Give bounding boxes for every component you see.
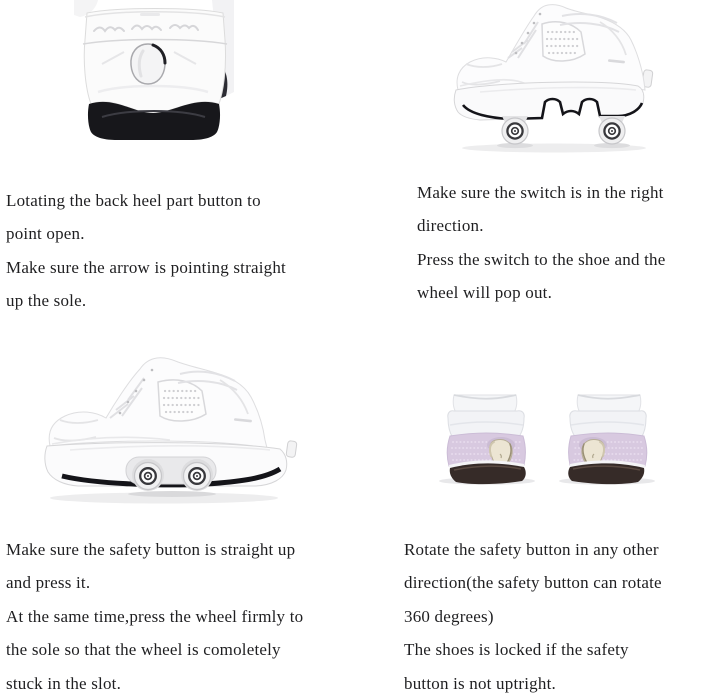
release-button xyxy=(131,44,165,84)
instruction-step-2 xyxy=(417,176,665,310)
instruction-line: Lotating the back heel part button to xyxy=(6,191,261,210)
instruction-line: Make sure the arrow is pointing straight xyxy=(6,257,286,277)
rear-wheel xyxy=(599,116,625,144)
instruction-line: point open. xyxy=(6,224,85,244)
right-heel xyxy=(559,395,655,485)
photo-heel-release-button xyxy=(74,0,236,142)
photo-skate-wheels-in xyxy=(40,356,298,506)
instruction-step-1 xyxy=(6,184,286,318)
skate-wheels-out-illustration xyxy=(450,2,655,154)
instruction-line: Make sure the switch is in the right xyxy=(417,183,664,202)
instruction-line: button is not uptright. xyxy=(404,673,556,693)
wheel-left xyxy=(135,463,162,490)
instruction-line: wheel will pop out. xyxy=(417,283,553,303)
left-heel xyxy=(439,395,535,485)
shoe-upper xyxy=(457,5,645,90)
instruction-line: and press it. xyxy=(6,573,91,593)
instruction-step-4 xyxy=(404,533,662,695)
instruction-line: direction(the safety button can rotate xyxy=(404,573,662,593)
instruction-line: At the same time,press the wheel firmly to xyxy=(6,606,304,626)
wheel-right xyxy=(184,463,211,490)
instruction-line: The shoes is locked if the safety xyxy=(404,640,629,660)
instruction-line: stuck in the slot. xyxy=(6,673,122,693)
front-wheel xyxy=(502,116,528,144)
instruction-line: Rotate the safety button in any other xyxy=(404,540,659,559)
instruction-step-3 xyxy=(6,533,303,695)
heels-pair-illustration xyxy=(434,386,666,486)
instruction-line: Make sure the safety button is straight up xyxy=(6,540,296,559)
instruction-line: 360 degrees) xyxy=(404,606,494,626)
instruction-line: up the sole. xyxy=(6,291,87,311)
photo-heels-safety-buttons xyxy=(434,386,666,486)
instruction-line: Press the switch to the shoe and the xyxy=(417,249,666,269)
instruction-line: direction. xyxy=(417,216,484,236)
heel-back-illustration xyxy=(74,0,236,142)
shoe-upper xyxy=(49,358,267,448)
platform-sole xyxy=(454,82,644,120)
photo-skate-wheels-out xyxy=(450,2,655,154)
instruction-line: the sole so that the wheel is comoletely xyxy=(6,640,281,660)
skate-wheels-in-illustration xyxy=(40,356,298,506)
heel-switch-tab xyxy=(286,441,297,458)
embossed-size-mark xyxy=(140,13,160,16)
